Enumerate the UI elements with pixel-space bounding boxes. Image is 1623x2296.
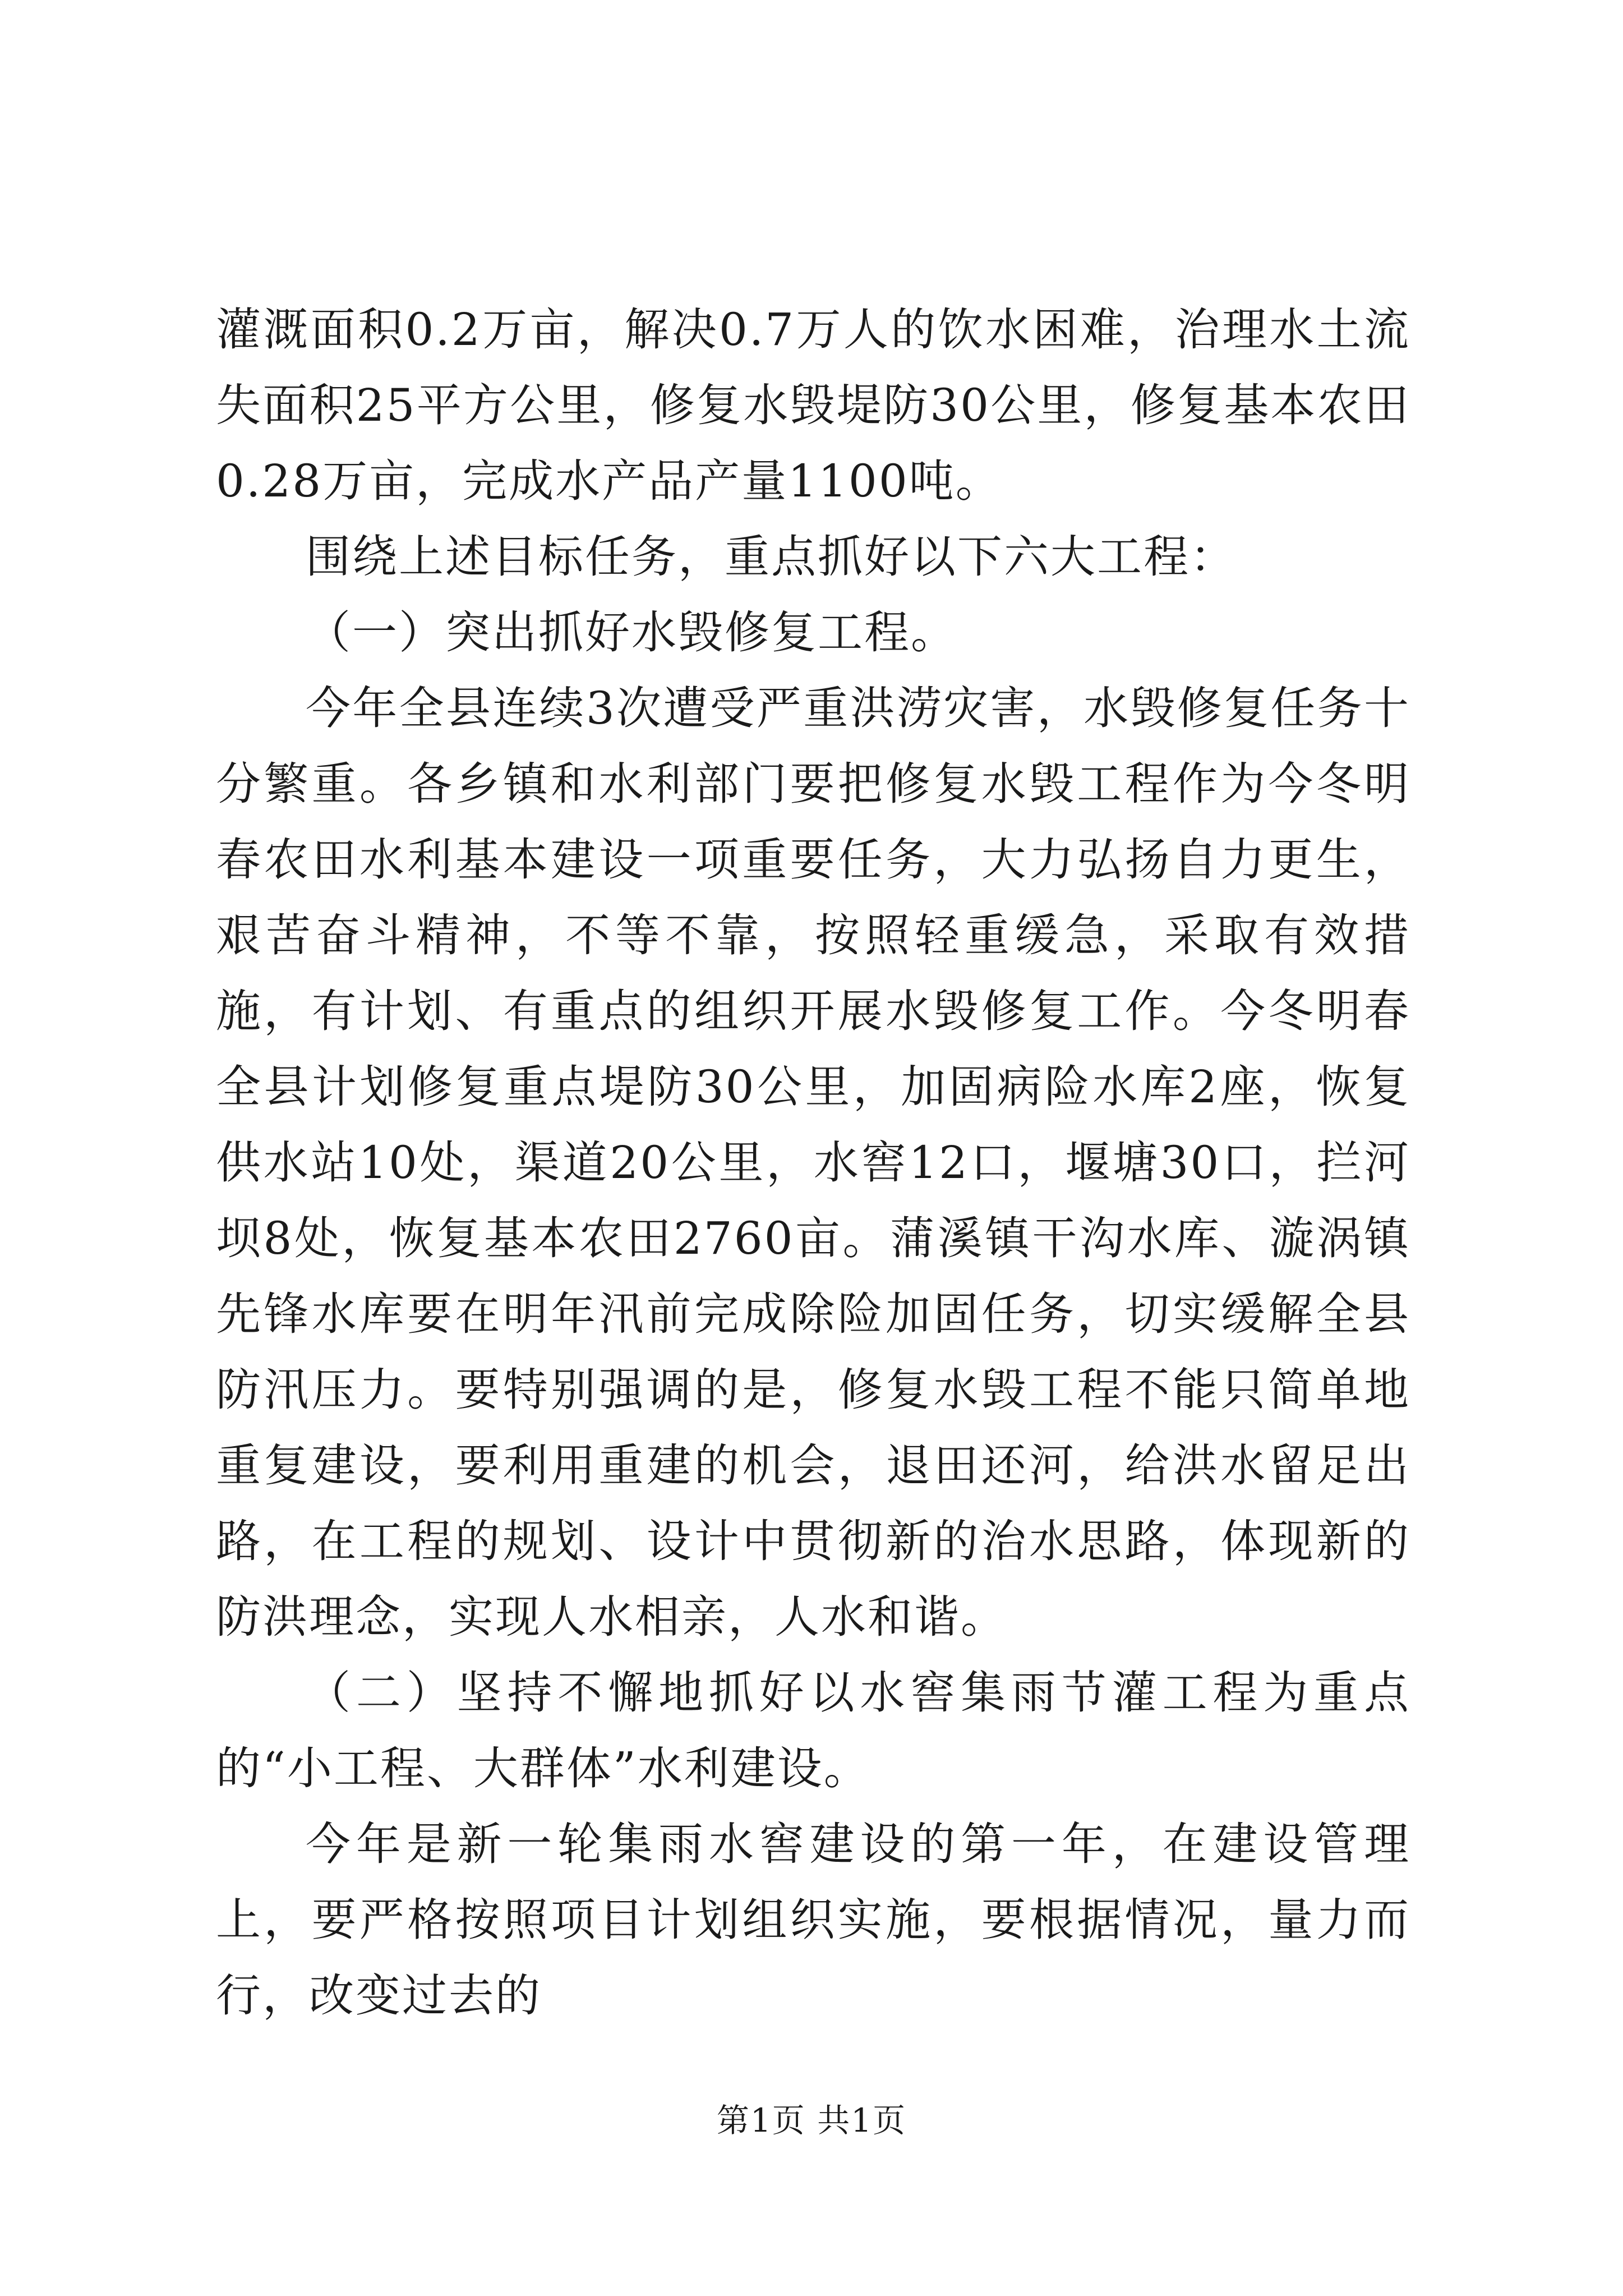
section-heading-1: （一）突出抓好水毁修复工程。 bbox=[306, 606, 957, 659]
paragraph-4: 今年是新一轮集雨水窖建设的第一年，在建设管理上，要严格按照项目计划组织实施，要根据情况，量力而行，改变过去的 bbox=[216, 1818, 1410, 2022]
paragraph-3: 今年全县连续3次遭受严重洪涝灾害，水毁修复任务十分繁重。各乡镇和水利部门要把修复水毁工程作为今冬明春农田水利基本建设一项重要任务，大力弘扬自力更生，艰苦奋斗精神，不等不靠，按照轻重缓急，采取有效措施，有计划、有重点的组织开展水毁修复工作。今冬明春全县计划修复重点堤防30公里，加固病险水库2座，恢复供水站10处，渠道20公里，水窖12口，堰塘30口，拦河坝8处，恢复基本农田2760亩。蒲溪镇干沟水库、漩涡镇先锋水库要在明年汛前完成除险加固任务，切实缓解全县防汛压力。要特别强调的是，修复水毁工程不能只简单地重复建设，要利用重建的机会，退田还河，给洪水留足出路，在工程的规划、设计中贯彻新的治水思路，体现新的防洪理念，实现人水相亲，人水和谐。 bbox=[216, 682, 1410, 1643]
section-heading-2: （二）坚持不懈地抓好以水窖集雨节灌工程为重点的“小工程、大群体”水利建设。 bbox=[216, 1667, 1410, 1795]
page-footer: 第1页 共1页 bbox=[716, 2101, 907, 2139]
paragraph-1: 灌溉面积0.2万亩，解决0.7万人的饮水困难，治理水土流失面积25平方公里，修复水毁堤防30公里，修复基本农田0.28万亩，完成水产品产量1100吨。 bbox=[216, 303, 1410, 507]
document-body bbox=[216, 292, 1410, 2033]
paragraph-2: 围绕上述目标任务，重点抓好以下六大工程： bbox=[306, 531, 1237, 583]
